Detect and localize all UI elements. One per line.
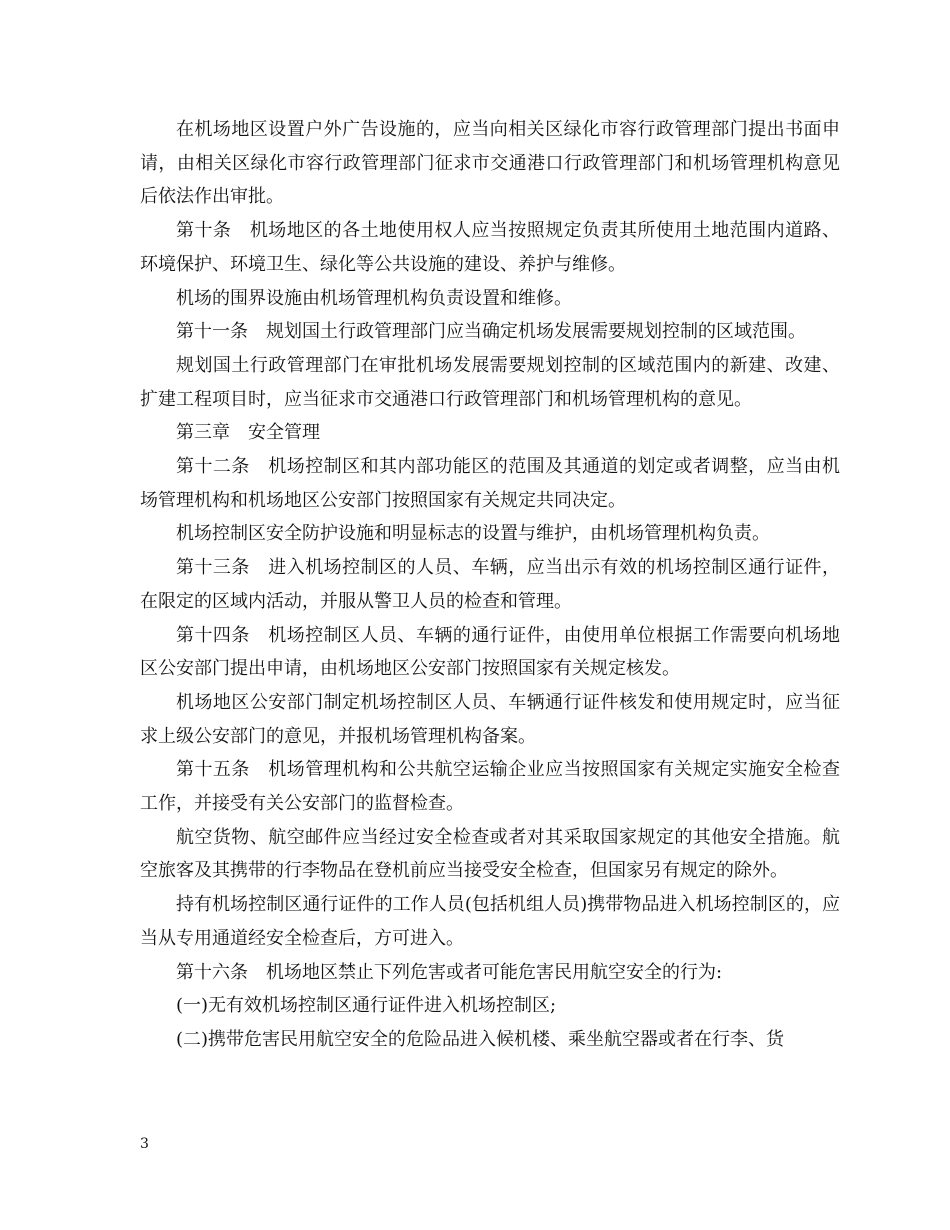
- article-13-paragraph: 第十三条 进入机场控制区的人员、车辆，应当出示有效的机场控制区通行证件，在限定的区域内活动，并服从警卫人员的检查和管理。: [140, 557, 840, 612]
- paragraph: 规划国土行政管理部门在审批机场发展需要规划控制的区域范围内的新建、改建、扩建工程项目时，应当征求市交通港口行政管理部门和机场管理机构的意见。: [140, 354, 840, 410]
- article-16-paragraph: 第十六条 机场地区禁止下列危害或者可能危害民用航空安全的行为:: [176, 961, 723, 983]
- paragraph: 机场的围界设施由机场管理机构负责设置和维修。: [176, 287, 572, 309]
- paragraph: 机场控制区安全防护设施和明显标志的设置与维护，由机场管理机构负责。: [176, 523, 770, 545]
- list-item: (一)无有效机场控制区通行证件进入机场控制区;: [176, 995, 557, 1017]
- paragraph: 持有机场控制区通行证件的工作人员(包括机组人员)携带物品进入机场控制区的，应当从专用通道经安全检查后，方可进入。: [140, 894, 840, 949]
- article-11-paragraph: 第十一条 规划国土行政管理部门应当确定机场发展需要规划控制的区域范围。: [176, 321, 806, 343]
- list-item: (二)携带危害民用航空安全的危险品进入候机楼、乘坐航空器或者在行李、货: [176, 1028, 785, 1050]
- chapter-heading: 第三章 安全管理: [176, 422, 320, 444]
- article-12-paragraph: 第十二条 机场控制区和其内部功能区的范围及其通道的划定或者调整，应当由机场管理机构和机场地区公安部门按照国家有关规定共同决定。: [140, 456, 840, 511]
- article-15-paragraph: 第十五条 机场管理机构和公共航空运输企业应当按照国家有关规定实施安全检查工作，并接受有关公安部门的监督检查。: [140, 759, 840, 815]
- document-body: [140, 113, 840, 1057]
- article-10-paragraph: 第十条 机场地区的各土地使用权人应当按照规定负责其所使用土地范围内道路、环境保护、环境卫生、绿化等公共设施的建设、养护与维修。: [140, 220, 840, 275]
- paragraph: 航空货物、航空邮件应当经过安全检查或者对其采取国家规定的其他安全措施。航空旅客及其携带的行李物品在登机前应当接受安全检查，但国家另有规定的除外。: [140, 826, 840, 882]
- article-14-paragraph: 第十四条 机场控制区人员、车辆的通行证件，由使用单位根据工作需要向机场地区公安部门提出申请，由机场地区公安部门按照国家有关规定核发。: [140, 624, 840, 680]
- paragraph: 机场地区公安部门制定机场控制区人员、车辆通行证件核发和使用规定时，应当征求上级公安部门的意见，并报机场管理机构备案。: [140, 691, 840, 747]
- paragraph: 在机场地区设置户外广告设施的，应当向相关区绿化市容行政管理部门提出书面申请，由相关区绿化市容行政管理部门征求市交通港口行政管理部门和机场管理机构意见后依法作出审批。: [140, 119, 840, 208]
- page-number: 3: [140, 1136, 149, 1152]
